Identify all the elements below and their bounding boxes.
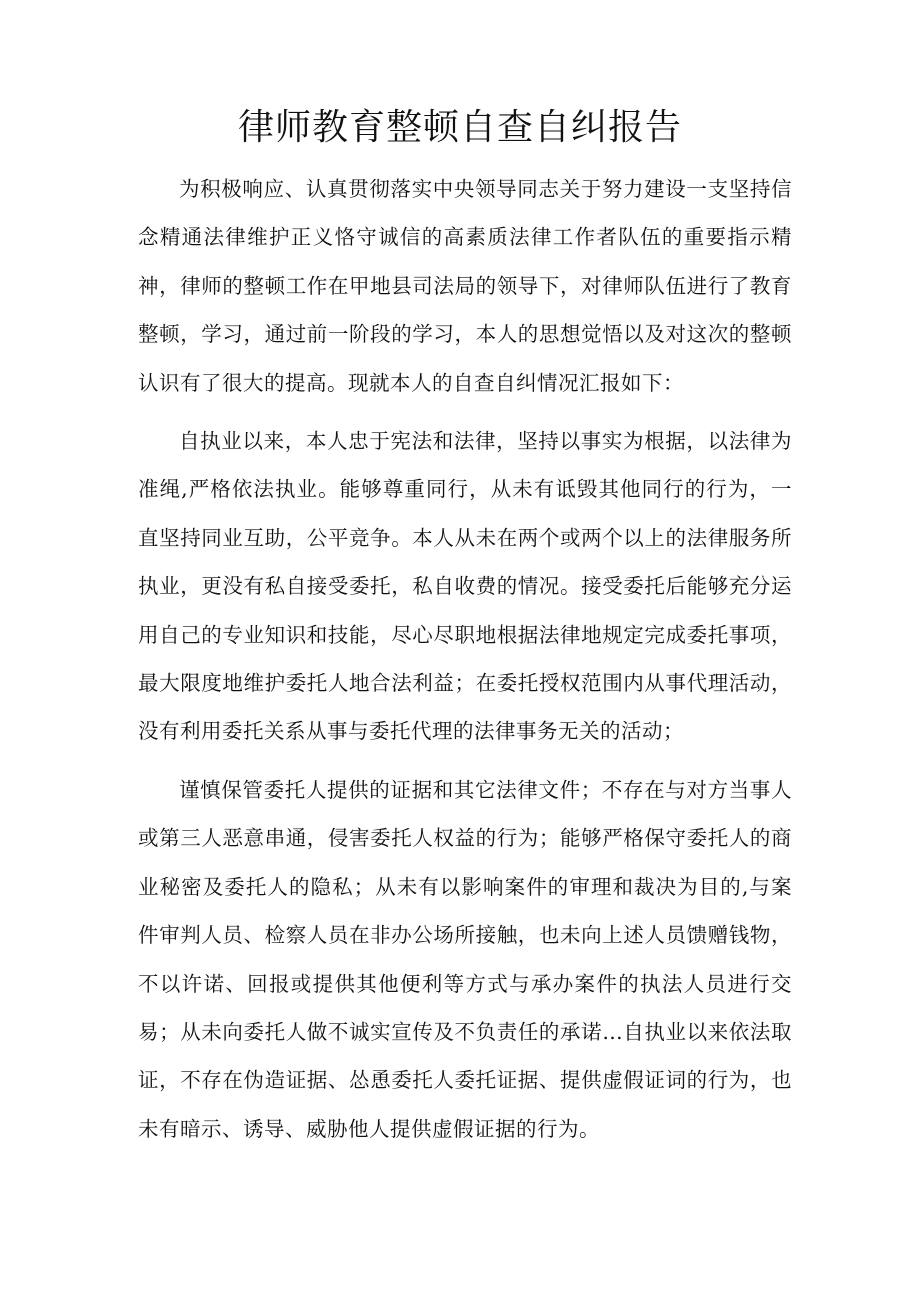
paragraph-practice-conduct: 自执业以来，本人忠于宪法和法律，坚持以事实为根据，以法律为准绳,严格依法执业。能够尊重同行，从未有诋毁其他同行的行为，一直坚持同业互助，公平竞争。本人从未在两个或两个以上的法律服务所执业，更没有私自接受委托，私自收费的情况。接受委托后能够充分运用自己的专业知识和技能，尽心尽职地根据法律地规定完成委托事项，最大限度地维护委托人地合法利益；在委托授权范围内从事代理活动，没有利用委托关系从事与委托代理的法律事务无关的活动； bbox=[138, 429, 792, 744]
document-title: 律师教育整顿自查自纠报告 bbox=[237, 107, 682, 148]
document-body bbox=[138, 165, 792, 1163]
paragraph-intro: 为积极响应、认真贯彻落实中央领导同志关于努力建设一支坚持信念精通法律维护正义恪守诚信的高素质法律工作者队伍的重要指示精神，律师的整顿工作在甲地县司法局的领导下，对律师队伍进行了教育整顿，学习，通过前一阶段的学习，本人的思想觉悟以及对这次的整顿认识有了很大的提高。现就本人的自查自纠情况汇报如下： bbox=[138, 177, 792, 395]
paragraph-evidence-integrity: 谨慎保管委托人提供的证据和其它法律文件；不存在与对方当事人或第三人恶意串通，侵害委托人权益的行为；能够严格保守委托人的商业秘密及委托人的隐私；从未有以影响案件的审理和裁决为目的,与案件审判人员、检察人员在非办公场所接触，也未向上述人员馈赠钱物，不以许诺、回报或提供其他便利等方式与承办案件的执法人员进行交易；从未向委托人做不诚实宣传及不负责任的承诺…自执业以来依法取证，不存在伪造证据、怂恿委托人委托证据、提供虚假证词的行为，也未有暗示、诱导、威胁他人提供虚假证据的行为。 bbox=[138, 777, 792, 1141]
